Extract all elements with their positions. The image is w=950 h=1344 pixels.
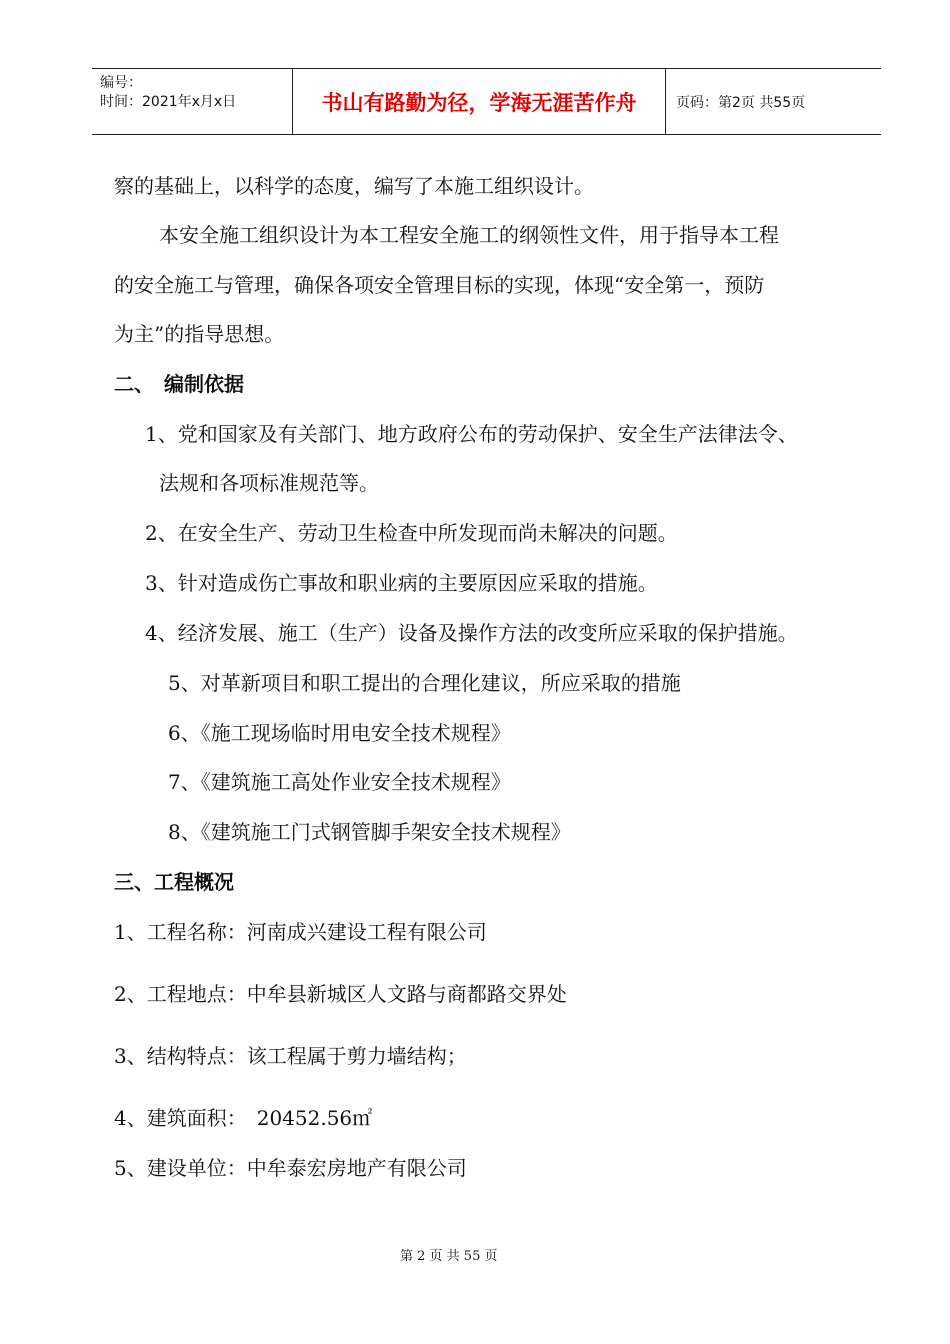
list-item: 2、在安全生产、劳动卫生检查中所发现而尚未解决的问题。 — [145, 521, 678, 545]
project-info-item: 1、工程名称：河南成兴建设工程有限公司 — [114, 920, 487, 944]
list-item: 5、对革新项目和职工提出的合理化建议，所应采取的措施 — [168, 671, 681, 695]
project-info-item: 3、结构特点：该工程属于剪力墙结构； — [114, 1044, 467, 1068]
body-line: 的安全施工与管理，确保各项安全管理目标的实现，体现“安全第一，预防 — [114, 273, 765, 297]
list-item: 7、《建筑施工高处作业安全技术规程》 — [168, 770, 511, 794]
body-line: 察的基础上，以科学的态度，编写了本施工组织设计。 — [114, 174, 594, 198]
list-item-continuation: 法规和各项标准规范等。 — [159, 471, 379, 495]
list-item: 3、针对造成伤亡事故和职业病的主要原因应采取的措施。 — [145, 571, 658, 595]
document-number-label: 编号： — [100, 75, 142, 91]
project-info-item: 2、工程地点：中牟县新城区人文路与商都路交界处 — [114, 982, 567, 1006]
section-heading: 二、 编制依据 — [114, 372, 244, 396]
list-item: 6、《施工现场临时用电安全技术规程》 — [168, 721, 511, 745]
footer-page-number: 第 2 页 共 55 页 — [400, 1249, 498, 1264]
project-info-item: 5、建设单位：中牟泰宏房地产有限公司 — [114, 1156, 467, 1180]
body-line: 本安全施工组织设计为本工程安全施工的纲领性文件，用于指导本工程 — [159, 223, 779, 247]
list-item: 4、经济发展、施工（生产）设备及操作方法的改变所应采取的保护措施。 — [145, 621, 798, 645]
list-item: 1、党和国家及有关部门、地方政府公布的劳动保护、安全生产法律法令、 — [145, 422, 798, 446]
page-footer — [0, 1245, 950, 1264]
body-line: 为主”的指导思想。 — [114, 322, 285, 346]
document-time-label: 时间：2021年x月x日 — [100, 94, 237, 110]
project-info-item: 4、建筑面积： 20452.56㎡ — [114, 1106, 373, 1130]
header-info-cell — [92, 69, 293, 134]
page-header — [92, 68, 881, 135]
header-motto: 书山有路勤为径，学海无涯苦作舟 — [293, 69, 666, 134]
header-page-number: 页码：第2页 共55页 — [676, 94, 806, 111]
list-item: 8、《建筑施工门式钢管脚手架安全技术规程》 — [168, 820, 571, 844]
section-heading: 三、工程概况 — [114, 870, 234, 894]
